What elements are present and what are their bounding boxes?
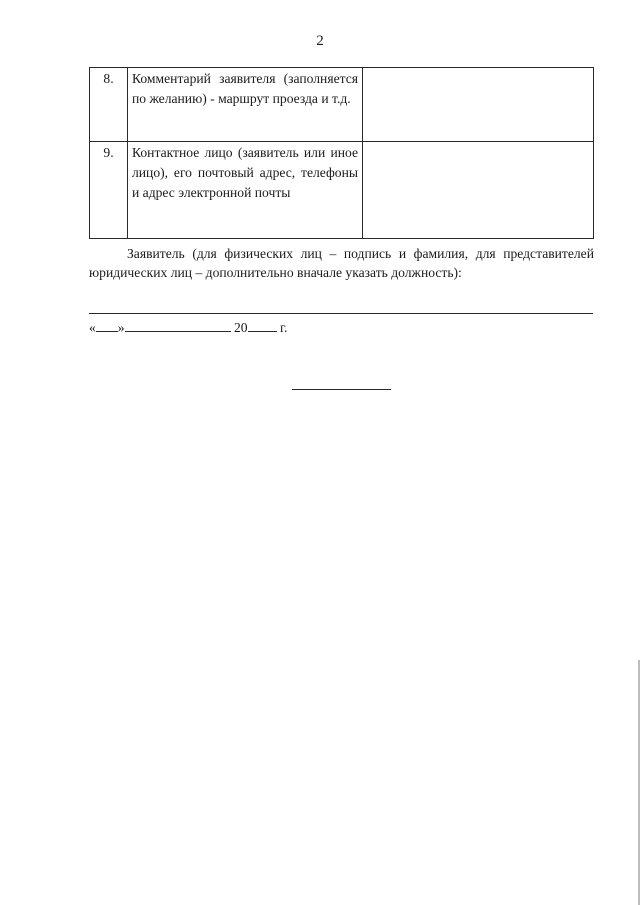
row-description: Контактное лицо (заявитель или иное лицо), его почтовый адрес, телефоны и адрес электронной почты xyxy=(128,142,363,239)
signature-line[interactable] xyxy=(89,313,593,314)
row-number: 8. xyxy=(90,68,128,142)
end-divider xyxy=(292,389,391,390)
row-number: 9. xyxy=(90,142,128,239)
year-prefix: 20 xyxy=(234,320,248,335)
date-open-quote: « xyxy=(89,320,96,335)
date-line xyxy=(89,317,287,337)
form-table xyxy=(89,67,594,239)
signature-instruction: Заявитель (для физических лиц – подпись и фамилия, для представителей юридических лиц – дополнительно вначале указать должность): xyxy=(89,246,594,280)
table-row xyxy=(90,142,594,239)
date-close-quote: » xyxy=(117,320,125,335)
day-blank[interactable] xyxy=(96,317,118,332)
year-suffix: г. xyxy=(280,320,288,335)
page-number: 2 xyxy=(316,33,324,49)
row-description: Комментарий заявителя (заполняется по желанию) - маршрут проезда и т.д. xyxy=(128,68,363,142)
table-row xyxy=(90,68,594,142)
row-value-field[interactable] xyxy=(363,142,594,239)
row-value-field[interactable] xyxy=(363,68,594,142)
month-blank[interactable] xyxy=(125,317,231,332)
year-blank[interactable] xyxy=(248,317,277,332)
